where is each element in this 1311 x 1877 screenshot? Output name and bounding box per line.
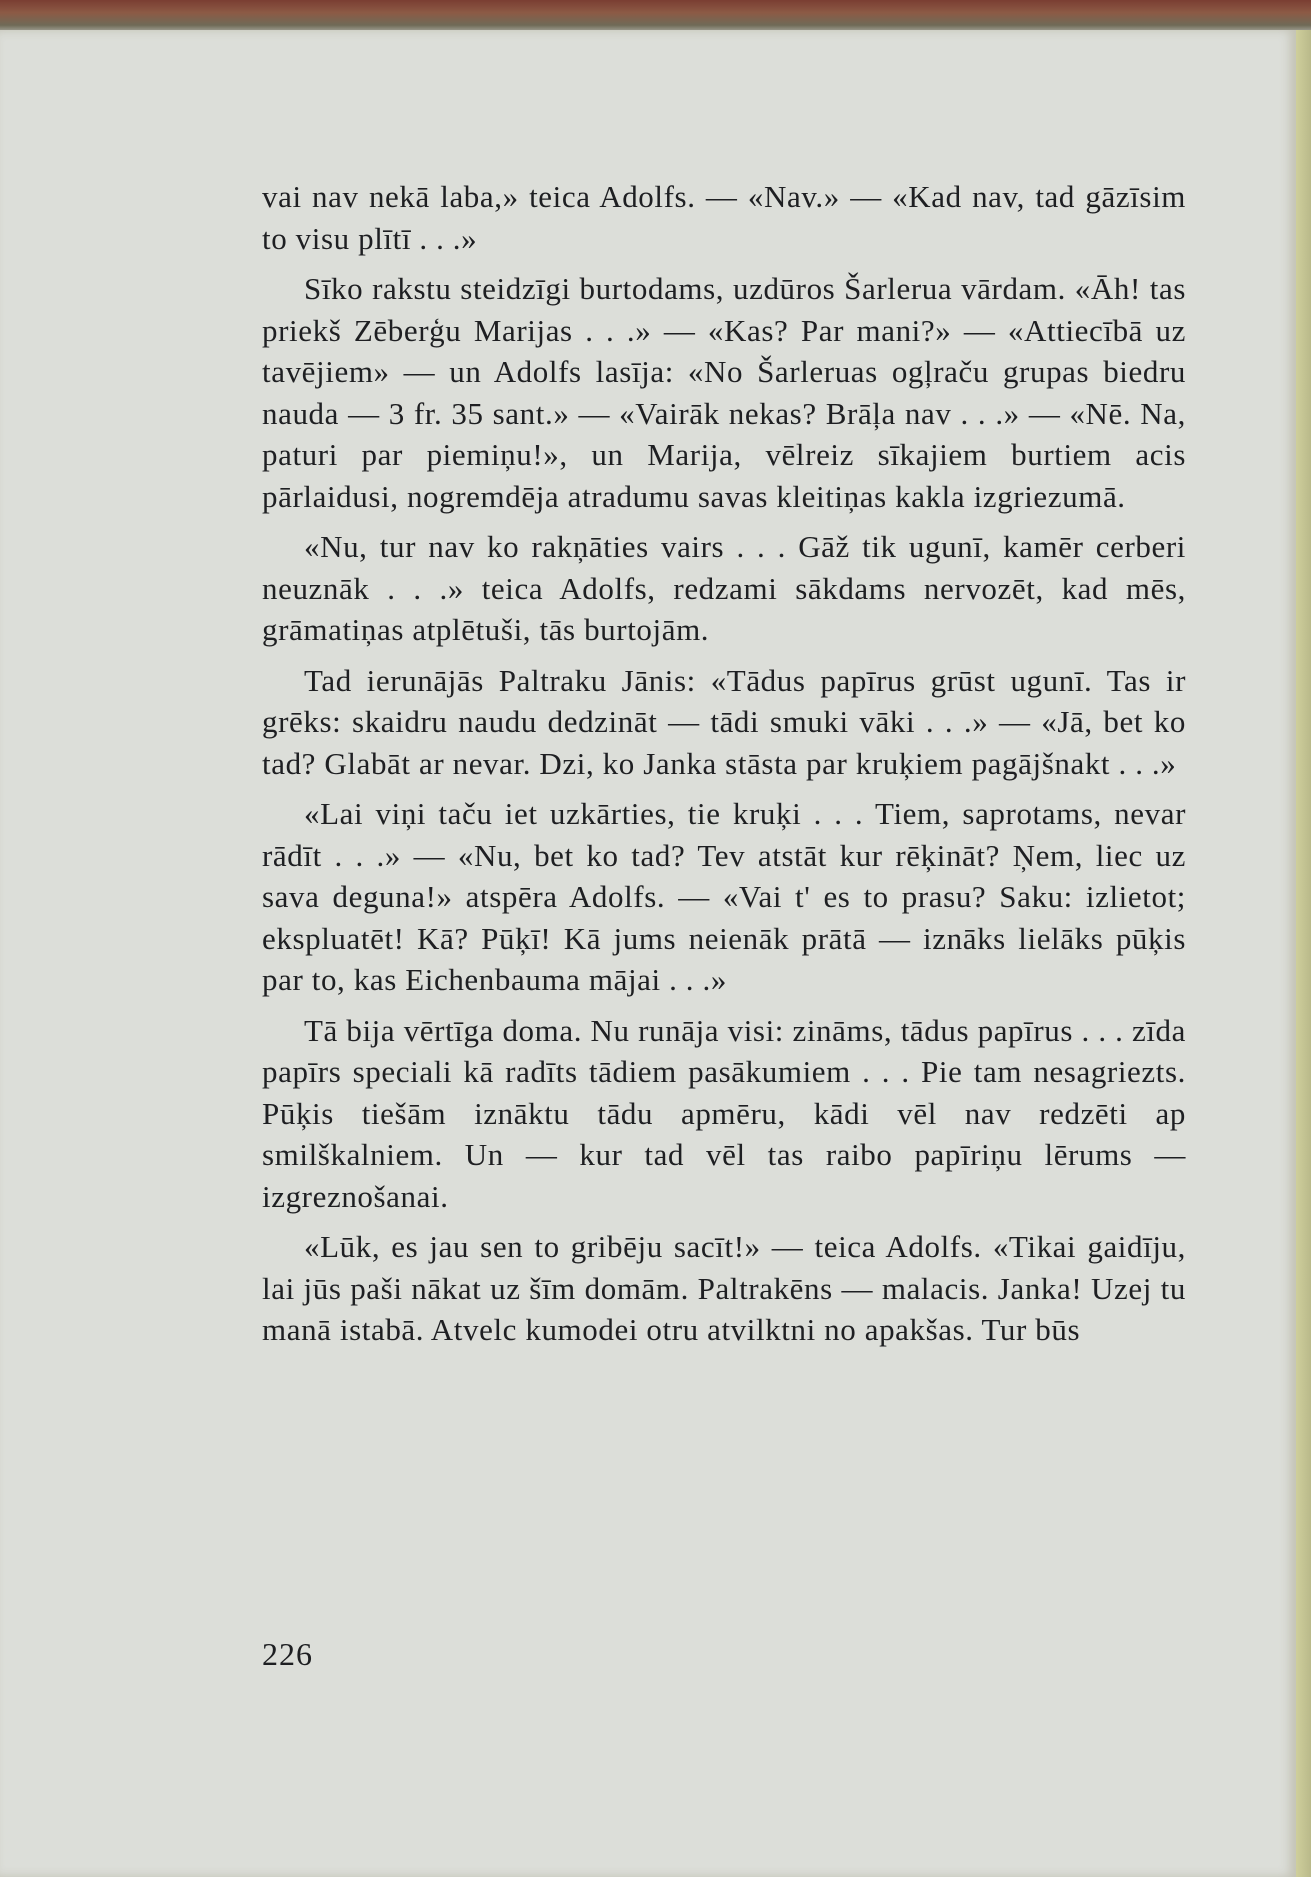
paragraph-2: Sīko rakstu steidzīgi burtodams, uzdūros Šarlerua vārdam. «Āh! tas priekš Zēberģu Marijas . . .» — «Kas? Par mani?» — «Attiecībā uz tavējiem» — un Adolfs lasīja: «No Šarleruas ogļraču grupas biedru nauda — 3 fr. 35 sant.» — «Vairāk nekas? Brāļa nav . . .» — «Nē. Na, paturi par piemiņu!», un Marija, vēlreiz sīkajiem burtiem acis pārlaidusi, nogremdēja atradumu savas kleitiņas kakla izgriezumā.	[262, 271, 1186, 514]
paragraph-7: «Lūk, es jau sen to gribēju sacīt!» — teica Adolfs. «Tikai gaidīju, lai jūs paši nākat uz šīm domām. Paltrakēns — malacis. Janka! Uzej tu manā istabā. Atvelc kumodei otru atvilktni no apakšas. Tur būs	[262, 1229, 1186, 1347]
page-number: 226	[262, 1636, 313, 1672]
paragraph-6: Tā bija vērtīga doma. Nu runāja visi: zināms, tādus papīrus . . . zīda papīrs speciali kā radīts tādiem pasākumiem . . . Pie tam nesagriezts. Pūķis tiešām iznāktu tādu apmēru, kādi vēl nav redzēti ap smilškalniem. Un — kur tad vēl tas raibo papīriņu lērums — izgreznošanai.	[262, 1012, 1186, 1214]
body-text	[262, 176, 1186, 1360]
page-right-edge	[1296, 30, 1311, 1877]
paragraph-3: «Nu, tur nav ko rakņāties vairs . . . Gāž tik ugunī, kamēr cerberi neuznāk . . .» teica Adolfs, redzami sākdams nervozēt, kad mēs, grāmatiņas atplētuši, tās burtojām.	[262, 529, 1186, 647]
paragraph-1: vai nav nekā laba,» teica Adolfs. — «Nav.» — «Kad nav, tad gāzīsim to visu plītī . . .»	[262, 179, 1186, 256]
paragraph-5: «Lai viņi taču iet uzkārties, tie kruķi . . . Tiem, saprotams, nevar rādīt . . .» — «Nu, bet ko tad? Tev atstāt kur rēķināt? Ņem, liec uz sava deguna!» atspēra Adolfs. — «Vai t' es to prasu? Saku: izlietot; ekspluatēt! Kā? Pūķī! Kā jums neienāk prātā — iznāks lielāks pūķis par to, kas Eichenbauma mājai . . .»	[262, 796, 1186, 997]
paragraph-4: Tad ierunājās Paltraku Jānis: «Tādus papīrus grūst ugunī. Tas ir grēks: skaidru naudu dedzināt — tādi smuki vāki . . .» — «Jā, bet ko tad? Glabāt ar nevar. Dzi, ko Janka stāsta par kruķiem pagājšnakt . . .»	[262, 662, 1186, 781]
